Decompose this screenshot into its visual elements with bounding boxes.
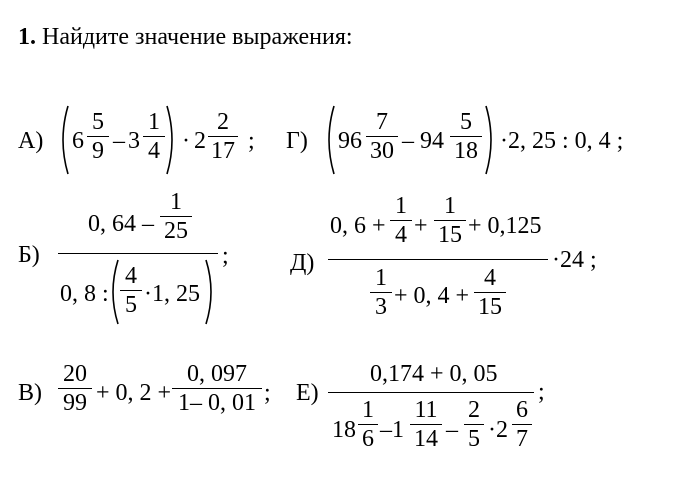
- d-numerator-tail: + 0,125: [468, 213, 542, 239]
- e-minus-1: –1: [380, 417, 404, 443]
- d-numerator-fraction-2: 1 15: [434, 194, 466, 247]
- e-fraction-4: 6 7: [512, 398, 532, 451]
- label-e: Е): [296, 380, 319, 406]
- g-fraction-1: 7 30: [366, 110, 398, 163]
- label-a: А): [18, 128, 44, 154]
- e-dot-two: ·2: [488, 417, 508, 443]
- d-numerator-fraction-1: 1 4: [390, 194, 412, 247]
- v-fraction-2: 0, 097 1– 0, 01: [172, 362, 262, 415]
- e-fraction-3: 2 5: [464, 398, 484, 451]
- a-minus: –: [113, 128, 125, 154]
- e-numerator: 0,174 + 0, 05: [370, 361, 498, 387]
- b-semicolon: ;: [222, 243, 229, 269]
- g-tail: ·2, 25 : 0, 4 ;: [500, 128, 624, 154]
- d-numerator-lead: 0, 6 +: [330, 213, 386, 239]
- a-whole-3: 2: [194, 128, 206, 154]
- d-main-fraction-bar: [328, 259, 548, 260]
- a-fraction-2: 1 4: [143, 110, 165, 163]
- a-fraction-3: 2 17: [208, 110, 238, 163]
- left-paren-g: [322, 104, 336, 176]
- d-denominator-fraction-1: 1 3: [370, 266, 392, 319]
- right-paren-g: [484, 104, 498, 176]
- a-whole-2: 3: [128, 128, 140, 154]
- e-fraction-2: 11 14: [410, 398, 442, 451]
- b-main-fraction-bar: [58, 253, 218, 254]
- d-tail: ·24 ;: [552, 247, 597, 273]
- b-denominator-tail: ·1, 25: [144, 281, 200, 307]
- v-mid: + 0, 2 +: [96, 380, 172, 406]
- e-minus-2: –: [446, 417, 458, 443]
- d-denominator-fraction-2: 4 15: [474, 266, 506, 319]
- task-number: 1.: [18, 24, 36, 50]
- a-semicolon: ;: [248, 128, 255, 154]
- b-denominator-fraction: 4 5: [120, 264, 142, 317]
- label-b: Б): [18, 242, 40, 268]
- left-paren-b: [106, 258, 120, 326]
- task-text: Найдите значение выражения:: [42, 24, 353, 50]
- v-fraction-1: 20 99: [58, 362, 92, 415]
- a-dot: ·: [182, 128, 190, 154]
- g-whole-2: 94: [420, 128, 444, 154]
- right-paren-a: [165, 104, 179, 176]
- a-whole-1: 6: [72, 128, 84, 154]
- g-fraction-2: 5 18: [450, 110, 482, 163]
- e-semicolon: ;: [538, 379, 545, 405]
- v-semicolon: ;: [264, 380, 271, 406]
- right-paren-b: [204, 258, 218, 326]
- label-g: Г): [286, 128, 308, 154]
- left-paren-a: [56, 104, 70, 176]
- d-numerator-plus: +: [414, 213, 428, 239]
- task-title: [18, 24, 353, 51]
- e-fraction-1: 1 6: [358, 398, 378, 451]
- label-v: В): [18, 380, 42, 406]
- b-numerator-fraction: 1 25: [160, 190, 192, 243]
- g-minus: –: [402, 128, 414, 154]
- b-numerator-text: 0, 64 –: [88, 211, 154, 237]
- a-fraction-1: 5 9: [87, 110, 109, 163]
- e-main-fraction-bar: [328, 392, 534, 393]
- label-d: Д): [290, 250, 315, 276]
- e-whole-1: 18: [332, 417, 356, 443]
- b-denominator-text: 0, 8 :: [60, 281, 109, 307]
- d-denominator-mid: + 0, 4 +: [394, 283, 470, 309]
- g-whole-1: 96: [338, 128, 362, 154]
